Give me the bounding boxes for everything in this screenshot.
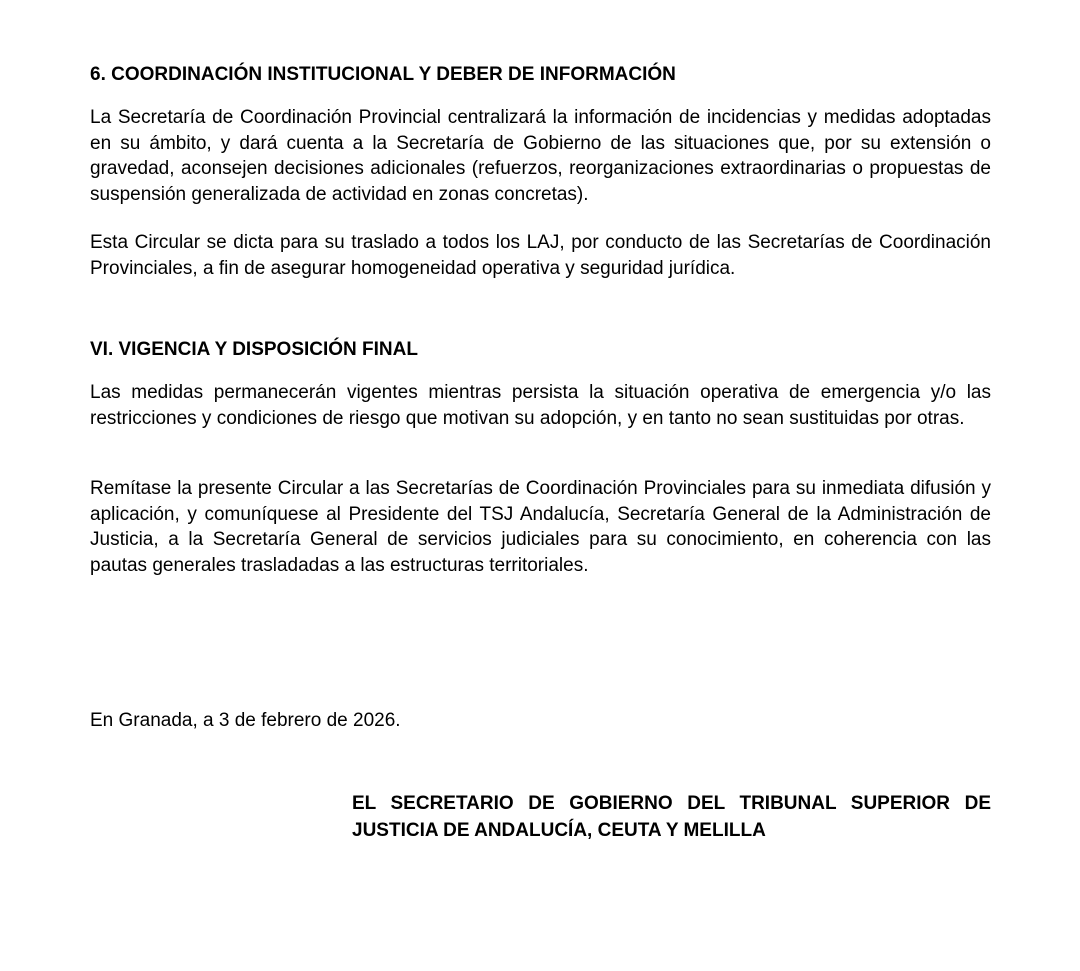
section-vi-paragraph-2: Remítase la presente Circular a las Secretarías de Coordinación Provinciales para su inmediata difusión y aplicación, y comuníquese al Presidente del TSJ Andalucía, Secretaría General de la Administración de Justicia, a la Secretaría General de servicios judiciales para su conocimiento, en coherencia con las pautas generales trasladadas a las estructuras territoriales.: [90, 478, 991, 576]
place-and-date: En Granada, a 3 de febrero de 2026.: [90, 710, 401, 731]
section-vi-heading: VI. VIGENCIA Y DISPOSICIÓN FINAL: [90, 339, 418, 360]
signature-block: EL SECRETARIO DE GOBIERNO DEL TRIBUNAL SUPERIOR DE JUSTICIA DE ANDALUCÍA, CEUTA Y MELILLA: [352, 793, 991, 841]
section-vi-paragraph-1: Las medidas permanecerán vigentes mientras persista la situación operativa de emergencia y/o las restricciones y condiciones de riesgo que motivan su adopción, y en tanto no sean sustituidas por otras.: [90, 382, 991, 429]
section-6-paragraph-2: Esta Circular se dicta para su traslado a todos los LAJ, por conducto de las Secretarías de Coordinación Provinciales, a fin de asegurar homogeneidad operativa y seguridad jurídica.: [90, 232, 991, 279]
section-6-heading: 6. COORDINACIÓN INSTITUCIONAL Y DEBER DE INFORMACIÓN: [90, 64, 676, 85]
section-6-paragraph-1: La Secretaría de Coordinación Provincial centralizará la información de incidencias y medidas adoptadas en su ámbito, y dará cuenta a la Secretaría de Gobierno de las situaciones que, por su extensión o gravedad, aconsejen decisiones adicionales (refuerzos, reorganizaciones extraordinarias o propuestas de suspensión generalizada de actividad en zonas concretas).: [90, 107, 991, 205]
